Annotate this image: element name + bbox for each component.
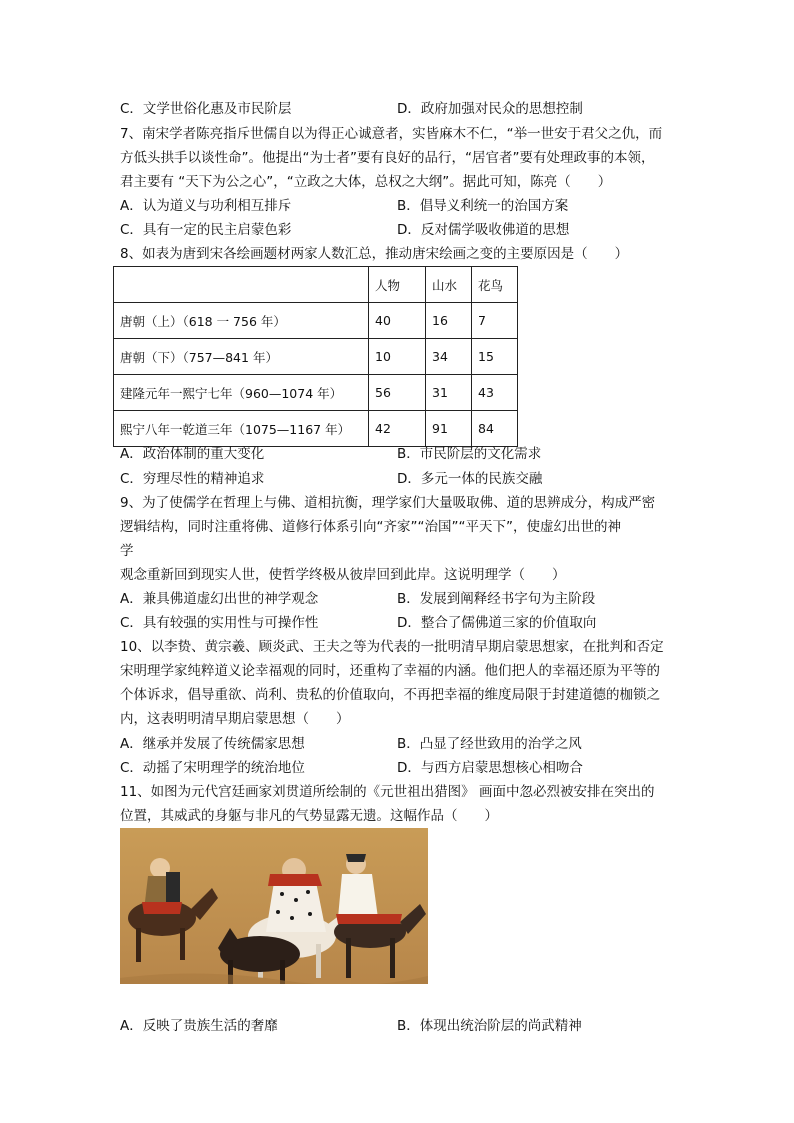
q11-option-a: A．反映了贵族生活的奢靡 (120, 1018, 278, 1034)
q10-option-c: C．动摇了宋明理学的统治地位 (120, 760, 305, 776)
q9-option-d: D．整合了儒佛道三家的价值取向 (397, 615, 597, 631)
q7-stem-line-1: 7、南宋学者陈亮指斥世儒自以为得正心诚意者，实皆麻木不仁，“举一世安于君父之仇，而 (120, 126, 663, 142)
q11-stem-line-2: 位置，其威武的身躯与非凡的气势显露无遗。这幅作品（ ） (120, 808, 498, 824)
table-cell: 建隆元年一熙宁七年（960—1074 年） (114, 375, 369, 411)
q8-option-a: A．政治体制的重大变化 (120, 446, 265, 462)
q6-option-d: D．政府加强对民众的思想控制 (397, 101, 583, 117)
q10-option-b: B．凸显了经世致用的治学之风 (397, 736, 582, 752)
table-cell: 唐朝（上）（618 一 756 年） (114, 303, 369, 339)
table-cell: 31 (426, 375, 472, 411)
q7-option-b: B．倡导义利统一的治国方案 (397, 198, 569, 214)
table-cell: 10 (369, 339, 426, 375)
q9-stem-line-2: 逻辑结构，同时注重将佛、道修行体系引向“齐家”“治国”“平天下”，使虚幻出世的神 (120, 519, 621, 535)
table-cell: 56 (369, 375, 426, 411)
q10-stem-line-1: 10、以李贽、黄宗羲、顾炎武、王夫之等为代表的一批明清早期启蒙思想家，在批判和否定 (120, 639, 664, 655)
table-cell: 84 (472, 411, 518, 447)
q9-option-a: A．兼具佛道虚幻出世的神学观念 (120, 591, 319, 607)
q11-option-b: B．体现出统治阶层的尚武精神 (397, 1018, 582, 1034)
table-header-row (114, 267, 518, 303)
q10-stem-line-4: 内，这表明明清早期启蒙思想（ ） (120, 711, 350, 727)
table-cell: 16 (426, 303, 472, 339)
table-header-cell: 人物 (369, 267, 426, 303)
table-cell: 43 (472, 375, 518, 411)
q9-stem-line-3: 学 (120, 543, 134, 559)
q7-option-d: D．反对儒学吸收佛道的思想 (397, 222, 570, 238)
q8-stem: 8、如表为唐到宋各绘画题材两家人数汇总，推动唐宋绘画之变的主要原因是（ ） (120, 246, 629, 262)
table-cell: 熙宁八年一乾道三年（1075—1167 年） (114, 411, 369, 447)
q11-stem-line-1: 11、如图为元代宫廷画家刘贯道所绘制的《元世祖出猎图》 画面中忽必烈被安排在突出的 (120, 784, 655, 800)
table-row (114, 339, 518, 375)
table-row (114, 303, 518, 339)
q9-option-b: B．发展到阐释经书字句为主阶段 (397, 591, 596, 607)
hunting-painting-image (120, 828, 428, 984)
table-row (114, 375, 518, 411)
painting-subject-table (113, 266, 518, 447)
table-cell: 42 (369, 411, 426, 447)
q6-option-c: C．文学世俗化惠及市民阶层 (120, 101, 292, 117)
table-header-cell: 山水 (426, 267, 472, 303)
q10-stem-line-3: 个体诉求，倡导重欲、尚利、贵私的价值取向，不再把幸福的维度局限于封建道德的枷锁之 (120, 687, 660, 703)
q8-option-c: C．穷理尽性的精神追求 (120, 471, 265, 487)
table-header-cell: 花鸟 (472, 267, 518, 303)
table-cell: 15 (472, 339, 518, 375)
q9-stem-line-1: 9、为了使儒学在哲理上与佛、道相抗衡，理学家们大量吸取佛、道的思辨成分，构成严密 (120, 495, 656, 511)
q8-option-d: D．多元一体的民族交融 (397, 471, 543, 487)
table-header-cell (114, 267, 369, 303)
table-cell: 91 (426, 411, 472, 447)
table-cell: 40 (369, 303, 426, 339)
q7-option-a: A．认为道义与功利相互排斥 (120, 198, 292, 214)
q9-stem-line-4: 观念重新回到现实人世，使哲学终极从彼岸回到此岸。这说明理学（ ） (120, 567, 566, 583)
table-cell: 7 (472, 303, 518, 339)
q7-stem-line-3: 君主要有 “天下为公之心”，“立政之大体，总权之大纲”。据此可知，陈亮（ ） (120, 174, 612, 190)
q10-option-a: A．继承并发展了传统儒家思想 (120, 736, 305, 752)
q7-option-c: C．具有一定的民主启蒙色彩 (120, 222, 292, 238)
q10-option-d: D．与西方启蒙思想核心相吻合 (397, 760, 583, 776)
q8-option-b: B．市民阶层的文化需求 (397, 446, 542, 462)
q10-stem-line-2: 宋明理学家纯粹道义论幸福观的同时，还重构了幸福的内涵。他们把人的幸福还原为平等的 (120, 663, 660, 679)
table-cell: 34 (426, 339, 472, 375)
table-row (114, 411, 518, 447)
q9-option-c: C．具有较强的实用性与可操作性 (120, 615, 319, 631)
q7-stem-line-2: 方低头拱手以谈性命”。他提出“为士者”要有良好的品行，“居官者”要有处理政事的本领， (120, 150, 655, 166)
table-cell: 唐朝（下）（757—841 年） (114, 339, 369, 375)
